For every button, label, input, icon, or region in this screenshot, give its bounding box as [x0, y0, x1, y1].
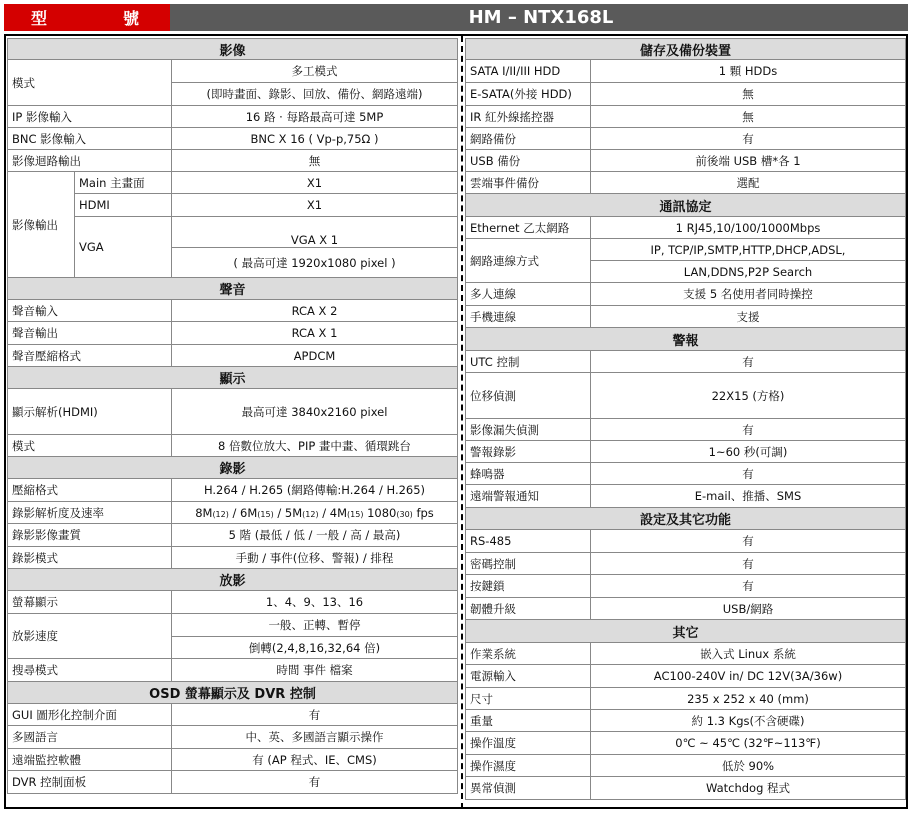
- table-row: SATA I/II/III HDD 1 顆 HDDs: [466, 60, 906, 83]
- table-row: DVR 控制面板 有: [8, 771, 458, 794]
- table-row: 韌體升級 USB/網路: [466, 598, 906, 620]
- table-row: 錄影解析度及速率 8M(12) / 6M(15) / 5M(12) / 4M(15) 1080(30) fps: [8, 502, 458, 524]
- section-other: 其它: [466, 620, 906, 643]
- table-row: E-SATA(外接 HDD) 無: [466, 83, 906, 106]
- section-alarm: 警報: [466, 328, 906, 351]
- table-row: 錄影模式 手動 / 事件(位移、警報) / 排程: [8, 547, 458, 569]
- section-osd: OSD 螢幕顯示及 DVR 控制: [8, 682, 458, 704]
- table-row: 放影速度 一般、正轉、暫停: [8, 614, 458, 637]
- table-row: VGA VGA X 1: [8, 217, 458, 248]
- table-row: 影像輸出 Main 主畫面 X1: [8, 172, 458, 194]
- table-row: 顯示解析(HDMI) 最高可達 3840x2160 pixel: [8, 389, 458, 435]
- table-row: 操作溫度 0℃ ~ 45℃ (32℉~113℉): [466, 732, 906, 755]
- table-row: GUI 圖形化控制介面 有: [8, 704, 458, 726]
- section-settings: 設定及其它功能: [466, 508, 906, 530]
- table-row: 操作濕度 低於 90%: [466, 755, 906, 777]
- table-row: ( 最高可達 1920x1080 pixel ): [8, 248, 458, 278]
- table-row: 錄影影像畫質 5 階 (最低 / 低 / 一般 / 高 / 最高): [8, 524, 458, 547]
- left-column: [7, 38, 458, 794]
- table-row: 聲音輸出 RCA X 1: [8, 322, 458, 345]
- section-video: 影像: [8, 39, 458, 60]
- table-row: IR 紅外線搖控器 無: [466, 106, 906, 128]
- section-display: 顯示: [8, 367, 458, 389]
- section-storage: 儲存及備份裝置: [466, 39, 906, 60]
- table-row: 手機連線 支援: [466, 306, 906, 328]
- model-name: HM – NTX168L: [468, 7, 614, 28]
- table-row: BNC 影像輸入 BNC X 16 ( Vp-p,75Ω ): [8, 128, 458, 150]
- table-row: 位移偵測 22X15 (方格): [466, 373, 906, 419]
- table-row: 按鍵鎖 有: [466, 575, 906, 598]
- table-row: 壓縮格式 H.264 / H.265 (網路傳輸:H.264 / H.265): [8, 479, 458, 502]
- table-row: 重量 約 1.3 Kgs(不含硬碟): [466, 710, 906, 732]
- table-row: 蜂鳴器 有: [466, 463, 906, 485]
- record-resolution: 8M(12) / 6M(15) / 5M(12) / 4M(15) 1080(30) fps: [172, 502, 458, 524]
- table-row: UTC 控制 有: [466, 351, 906, 373]
- table-row: 異常偵測 Watchdog 程式: [466, 777, 906, 800]
- table-row: 影像漏失偵測 有: [466, 419, 906, 441]
- table-row: 網路備份 有: [466, 128, 906, 150]
- section-playback: 放影: [8, 569, 458, 591]
- table-row: 多人連線 支援 5 名使用者同時操控: [466, 283, 906, 306]
- table-row: 作業系統 嵌入式 Linux 系統: [466, 643, 906, 665]
- table-row: 雲端事件備份 選配: [466, 172, 906, 194]
- table-row: Ethernet 乙太網路 1 RJ45,10/100/1000Mbps: [466, 217, 906, 239]
- left-spec-table: [7, 38, 458, 794]
- table-row: 尺寸 235 x 252 x 40 (mm): [466, 688, 906, 710]
- table-row: HDMI X1: [8, 194, 458, 217]
- model-label: 型 號: [4, 4, 170, 31]
- section-audio: 聲音: [8, 278, 458, 300]
- table-row: 網路連線方式 IP, TCP/IP,SMTP,HTTP,DHCP,ADSL,: [466, 239, 906, 261]
- right-spec-table: [465, 38, 906, 800]
- table-row: 密碼控制 有: [466, 553, 906, 575]
- table-row: 模式 多工模式: [8, 60, 458, 83]
- table-row: 警報錄影 1~60 秒(可調): [466, 441, 906, 463]
- table-row: RS-485 有: [466, 530, 906, 553]
- table-row: USB 備份 前後端 USB 槽*各 1: [466, 150, 906, 172]
- table-row: 遠端監控軟體 有 (AP 程式、IE、CMS): [8, 749, 458, 771]
- table-row: 電源輸入 AC100-240V in/ DC 12V(3A/36w): [466, 665, 906, 688]
- table-row: LAN,DDNS,P2P Search: [466, 261, 906, 283]
- section-comm: 通訊協定: [466, 194, 906, 217]
- table-row: 倒轉(2,4,8,16,32,64 倍): [8, 637, 458, 659]
- table-row: 影像迴路輸出 無: [8, 150, 458, 172]
- right-column: [465, 38, 906, 800]
- table-row: 螢幕顯示 1、4、9、13、16: [8, 591, 458, 614]
- table-row: 聲音壓縮格式 APDCM: [8, 345, 458, 367]
- table-row: (即時畫面、錄影、回放、備份、網路遠端): [8, 83, 458, 106]
- table-row: 遠端警報通知 E-mail、推播、SMS: [466, 485, 906, 508]
- table-row: 搜尋模式 時間 事件 檔案: [8, 659, 458, 682]
- title-bar: [4, 4, 908, 31]
- table-row: 多國語言 中、英、多國語言顯示操作: [8, 726, 458, 749]
- table-row: 聲音輸入 RCA X 2: [8, 300, 458, 322]
- table-row: IP 影像輸入 16 路 · 每路最高可達 5MP: [8, 106, 458, 128]
- section-record: 錄影: [8, 457, 458, 479]
- table-row: 模式 8 倍數位放大、PIP 畫中畫、循環跳台: [8, 435, 458, 457]
- column-divider: [461, 36, 463, 809]
